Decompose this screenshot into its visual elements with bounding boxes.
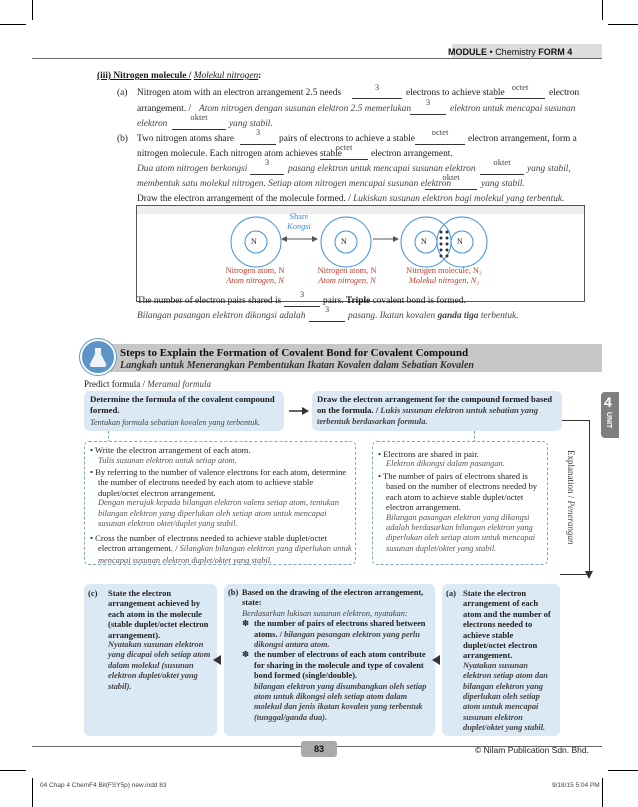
answer-blank	[240, 144, 276, 145]
explanation-arrow-line	[589, 420, 590, 572]
answer-text: 3	[299, 289, 305, 299]
atom2-ms: Atom nitrogen, N	[318, 276, 376, 285]
pairs-ms2: pasang. Ikatan kovalen	[348, 311, 436, 321]
step2-en1: Draw the electron arrangement for the compound formed based	[317, 394, 553, 404]
pairs-bold: Triple	[345, 296, 371, 306]
answer-blank	[172, 129, 226, 130]
molecule-label	[389, 266, 499, 286]
step1-ms: Tentukan formula sebatian kovalen yang terbentuk.	[90, 418, 261, 427]
shared-electrons	[440, 231, 449, 258]
item-b-line2-part2: electron arrangement.	[371, 149, 453, 159]
step1-en1: Determine the formula of the covalent compound	[90, 394, 275, 404]
unit-word: UNIT	[605, 412, 612, 429]
answer-text: oktet	[493, 157, 511, 167]
box-a-label: (a)	[446, 588, 456, 598]
flask-icon	[80, 339, 116, 375]
item-b-line4-ms2: yang stabil.	[481, 179, 525, 189]
step2-en2: on the formula. /	[317, 405, 379, 415]
asterisk-icon: ✽	[242, 619, 250, 629]
unit-number: 4	[604, 394, 612, 410]
pairs-ms-bold: ganda tiga	[437, 311, 479, 321]
box-a-content	[446, 588, 558, 734]
answer-blank	[425, 189, 477, 190]
left-note: • Cross the number of electrons needed to achieve stable duplet/octet electron arrangement. / Silangkan bilangan elektron yang diperlukan untuk mencapai susunan elektron duplet/oktet yang stabil.	[90, 533, 352, 565]
answer-blank	[309, 321, 345, 322]
electron-diagram-box	[136, 205, 585, 302]
item-a-line2-ms2: elektron untuk mencapai susunan	[450, 104, 576, 114]
pairs-line1-p1: The number of electron pairs shared is	[137, 296, 282, 306]
right-note-ms: Bilangan pasangan elektron yang dikongsi adalah berdasarkan bilangan elektron yang diperlukan oleh setiap atom untuk mencapai susunan duplet/oktet yang stabil.	[386, 512, 536, 553]
heading-colon: :	[258, 71, 262, 81]
answer-text: octet	[335, 142, 353, 152]
molecule-ms: Molekul nitrogen, N₂	[408, 276, 480, 285]
connector-line	[560, 574, 590, 575]
answer-blank	[250, 174, 284, 175]
step-c-box	[84, 584, 217, 736]
left-note-ms: Tulis susunan elektron untuk setiap atom.	[98, 456, 237, 466]
module-label: MODULE	[448, 47, 487, 57]
share-en: Share	[289, 212, 309, 221]
arrow-down-icon	[584, 570, 594, 580]
arrow-right-icon	[288, 404, 310, 418]
header-rule	[32, 58, 602, 59]
heading-ms: Molekul nitrogen	[193, 71, 259, 81]
answer-blank	[410, 114, 446, 115]
left-note-en: Cross the number of electrons needed to achieve stable duplet/octet electron arrangement. /	[95, 533, 327, 554]
item-b-line1-part2: pairs of electrons to achieve a stable	[279, 134, 415, 144]
box-b-item2-ms: bilangan elektron yang disumbangkan oleh setiap atom untuk dikongsi oleh setiap atom dalam molekul dan jenis ikatan kovalen yang terbentuk (tunggal/ganda dua).	[254, 681, 427, 722]
explanation-arrow-line	[562, 420, 589, 421]
box-c-ms: Nyatakan susunan elektron yang dicapai oleh setiap atom dalam molekul (susunan elektron duplet/oktet yang stabil).	[108, 640, 211, 691]
draw-instruction	[137, 194, 564, 205]
item-a-line1-part3: electron	[549, 88, 580, 98]
item-b-label: (b)	[117, 134, 128, 144]
step2-ms1: Lukis susunan elektron untuk sebatian yang	[380, 405, 539, 415]
item-a-line1-part1: Nitrogen atom with an electron arrangement 2.5 needs	[137, 88, 342, 98]
electron-diagram	[137, 206, 584, 301]
step2-line2	[317, 405, 538, 416]
item-b-line1-part1: Two nitrogen atoms share	[137, 134, 234, 144]
copyright: © Nilam Publication Sdn. Bhd.	[475, 745, 589, 755]
item-a-line1-part2: electrons to achieve stable	[406, 88, 505, 98]
answer-text: oktet	[442, 172, 460, 182]
header-separator: •	[489, 47, 493, 57]
section-heading	[97, 71, 261, 82]
answer-blank	[320, 159, 368, 160]
box-b-content	[228, 588, 432, 723]
heading-en: (iii) Nitrogen molecule /	[97, 71, 192, 81]
pairs-p2: pairs.	[323, 296, 344, 306]
pairs-ms1: Bilangan pasangan elektron dikongsi adalah	[137, 311, 306, 321]
subject-label: Chemistry	[495, 47, 536, 57]
page-number: 83	[301, 741, 337, 757]
step-b-box	[224, 584, 435, 736]
left-note-ms: Silangkan bilangan elektron yang diperlukan untuk mencapai susunan elektron duplet/oktet yang stabil.	[98, 544, 352, 565]
box-b-item1-ms: bilangan pasangan elektron yang perlu dikongsi antara atom.	[254, 629, 420, 650]
explanation-en: Explanation /	[566, 450, 576, 499]
right-note-ms: Elektron dikongsi dalam pasangan.	[386, 459, 505, 469]
share-ms: Kongsi	[287, 222, 311, 231]
crop-mark	[32, 0, 33, 20]
item-b-line3-ms2: pasang elektron untuk mencapai susunan elektron	[288, 164, 476, 174]
pairs-ms-rest	[348, 311, 519, 322]
explanation-ms: Penerangan	[566, 500, 576, 545]
item-a-line2-part1: arrangement. /	[137, 104, 192, 114]
left-note-en: By referring to the number of valence electrons for each atom, determine the number of electrons needed by each atom to achieve stable duplet/octet electron arrangement.	[95, 467, 347, 498]
answer-text: 3	[374, 82, 380, 92]
item-b-line1-part3: electron arrangement, form a	[468, 134, 577, 144]
step2-ms2: terbentuk berdasarkan formula.	[317, 417, 428, 426]
answer-text: octet	[431, 127, 449, 137]
banner-title-ms: Langkah untuk Menerangkan Pembentukan Ikatan Kovalen dalam Sebatian Kovalen	[120, 360, 474, 371]
left-note: • By referring to the number of valence electrons for each atom, determine the number of electrons needed by each atom to achieve stable duplet/octet electron arrangement. Dengan merujuk kepada bilangan elektron valens setiap atom, tentukan bilangan elektron yang diperlukan oleh setiap atom untuk mencapai susunan elektron oktet/duplet yang stabil.	[90, 467, 352, 529]
share-arrowhead-left	[281, 236, 287, 242]
pairs-p3: covalent bond is formed.	[372, 296, 466, 306]
share-label	[280, 212, 318, 232]
predict-ms: Meramal formula	[147, 379, 211, 389]
item-a-line3-ms2: yang stabil.	[229, 119, 273, 129]
answer-text: 3	[255, 127, 261, 137]
atom2-label	[297, 266, 397, 286]
crop-mark	[608, 24, 638, 25]
item-b-line2-part1: nitrogen molecule. Each nitrogen atom achieves stable	[137, 149, 342, 159]
answer-blank	[415, 144, 465, 145]
box-c-label: (c)	[88, 588, 98, 598]
answer-text: 3	[324, 304, 330, 314]
atom2-en: Nitrogen atom, N	[317, 266, 377, 275]
answer-blank	[352, 98, 402, 99]
box-b-item1-en: the number of pairs of electrons shared between atoms. /	[254, 619, 426, 639]
banner-title-en: Steps to Explain the Formation of Covalent Bond for Covalent Compound	[120, 347, 469, 359]
right-note-en: Electrons are shared in pair.	[383, 449, 479, 459]
answer-text: oktet	[190, 112, 208, 122]
combine-arrowhead	[393, 236, 399, 242]
box-c-en: State the electron arrangement achieved by each atom in the molecule (stable duplet/octet electron arrangement).	[108, 588, 209, 640]
step1-en2: formed.	[90, 405, 120, 415]
right-note-en: The number of pairs of electrons shared is based on the number of electrons needed by each atom to achieve stable duplet/octet electron arrangement.	[383, 471, 538, 513]
form-label: FORM 4	[538, 47, 573, 57]
answer-text: 3	[264, 157, 270, 167]
nucleus-label: N	[421, 237, 427, 246]
atom1-ms: Atom nitrogen, N	[226, 276, 284, 285]
atom1-en: Nitrogen atom, N	[225, 266, 285, 275]
atom1-label	[205, 266, 305, 286]
crop-mark	[0, 24, 26, 25]
draw-en: Draw the electron arrangement of the molecule formed. /	[137, 194, 351, 204]
box-b-item2-en: the number of electrons of each atom contribute for sharing in the molecule and type of covalent bond formed (single/double).	[254, 650, 426, 681]
item-b-line3-ms3: yang stabil,	[527, 164, 571, 174]
pairs-ms3: terbentuk.	[480, 311, 519, 321]
explanation-label	[566, 450, 576, 545]
item-a-line2-ms: Atom nitrogen dengan susunan elektron 2.5 memerlukan	[199, 104, 412, 114]
left-note-ms: Dengan merujuk kepada bilangan elektron valens setiap atom, tentukan bilangan elektron yang diperlukan oleh setiap atom untuk mencapai susunan elektron oktet/duplet yang stabil.	[98, 498, 339, 529]
item-b-line4-ms1: membentuk satu molekul nitrogen. Setiap atom nitrogen mencapai susunan elektron	[137, 179, 452, 189]
answer-text: 3	[425, 97, 431, 107]
molecule-en: Nitrogen molecule, N₂	[406, 266, 482, 275]
predict-en: Predict formula /	[84, 379, 145, 389]
item-a-label: (a)	[117, 88, 128, 98]
box-b-intro-en: Based on the drawing of the electron arrangement, state:	[242, 588, 424, 608]
share-arrowhead-right	[312, 236, 318, 242]
box-a-ms: Nyatakan susunan elektron setiap atom dan bilangan elektron yang diperlukan oleh setiap atom untuk mencapai susunan elektron duplet/oktet yang stabil.	[463, 660, 548, 733]
nucleus-label: N	[457, 237, 463, 246]
asterisk-icon: ✽	[242, 650, 250, 660]
box-a-en: State the electron arrangement of each atom and the number of electrons needed to achieve stable duplet/octet electron arrangement.	[463, 588, 551, 661]
step-draw-arrangement	[312, 391, 562, 431]
right-note: • The number of pairs of electrons shared is based on the number of electrons needed by each atom to achieve stable duplet/octet electron arrangement. Bilangan pasangan elektron yang dikongsi adalah berdasarkan bilangan elektron yang diperlukan oleh setiap atom untuk mencapai susunan duplet/oktet yang stabil.	[378, 471, 546, 554]
answer-text: octet	[511, 82, 529, 92]
answer-blank	[480, 174, 524, 175]
left-note-en: Write the electron arrangement of each atom.	[95, 445, 251, 455]
left-note: • Write the electron arrangement of each atom. Tulis susunan elektron untuk setiap atom.	[90, 445, 251, 466]
predict-formula	[84, 379, 211, 390]
right-note: • Electrons are shared in pair. Elektron dikongsi dalam pasangan.	[378, 449, 546, 470]
nucleus-label: N	[341, 237, 347, 246]
crop-mark	[0, 770, 26, 771]
item-b-line3-ms1: Dua atom nitrogen berkongsi	[137, 164, 248, 174]
crop-mark	[32, 778, 33, 807]
crop-mark	[608, 770, 638, 771]
crop-mark	[602, 778, 603, 807]
unit-tab	[601, 392, 619, 438]
box-b-intro-ms: Berdasarkan lukisan susunan elektron, nyatakan:	[242, 608, 408, 618]
item-a-line3-ms: elektron	[137, 119, 168, 129]
print-slug-left: 04 Chap 4 ChemF4 Bil(FSY5p) new.indd 83	[40, 782, 167, 789]
step-determine-formula	[84, 391, 284, 431]
draw-ms: Lukiskan susunan elektron bagi molekul yang terbentuk.	[353, 194, 565, 204]
print-slug-right: 9/18/15 5:04 PM	[552, 782, 600, 789]
crop-mark	[602, 0, 603, 20]
nucleus-label: N	[251, 237, 257, 246]
box-b-label: (b)	[228, 588, 239, 597]
box-c-content	[88, 588, 214, 692]
answer-blank	[495, 98, 545, 99]
step-a-box	[442, 584, 560, 736]
running-header	[448, 47, 572, 57]
